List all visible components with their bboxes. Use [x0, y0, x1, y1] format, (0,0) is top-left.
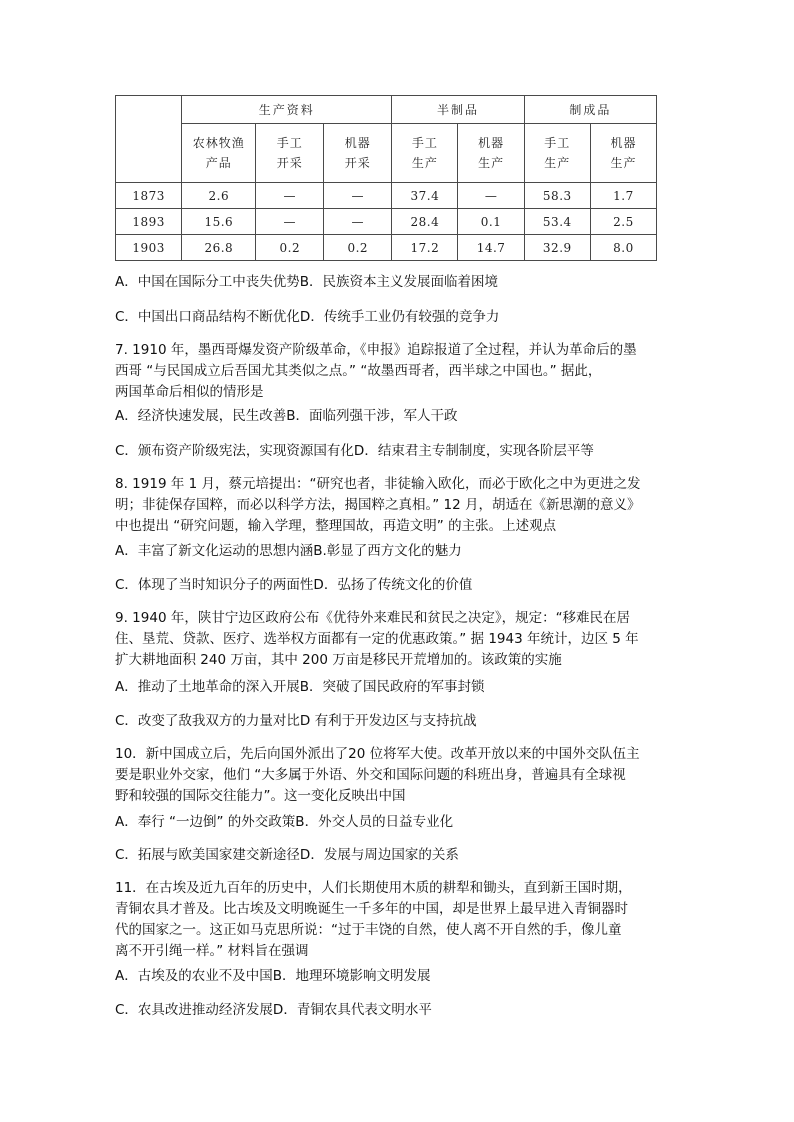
subheader-line: 机器	[610, 136, 637, 150]
table-subheader	[182, 124, 256, 183]
q7-stem	[115, 340, 675, 403]
subheader-line: 生产	[544, 156, 571, 170]
table-row	[116, 209, 657, 235]
stem-line: 9. 1940 年，陕甘宁边区政府公布《优待外来难民和贫民之决定》，规定：“移难民在居	[115, 610, 631, 626]
subheader-line: 手工	[544, 136, 571, 150]
table-cell: —	[458, 183, 524, 209]
table-cell-year: 1903	[116, 235, 182, 261]
table-row	[116, 183, 657, 209]
stem-line: 10．新中国成立后，先后向国外派出了20 位将军大使。改革开放以来的中国外交队伍主	[115, 746, 640, 762]
stem-line: 两国革命后相似的情形是	[115, 384, 264, 400]
table-cell-year: 1873	[116, 183, 182, 209]
stem-line: 住、垦荒、贷款、医疗、选举权方面都有一定的优惠政策。” 据 1943 年统计，边区 5 年	[115, 631, 639, 647]
table-row	[116, 235, 657, 261]
table-subheader	[392, 124, 458, 183]
q10-stem	[115, 744, 675, 807]
stem-line: 7. 1910 年，墨西哥爆发资产阶级革命，《申报》追踪报道了全过程，并认为革命后的墨	[115, 342, 637, 358]
table-subheader	[590, 124, 656, 183]
q8-option-ab: A．丰富了新文化运动的思想内涵B.彰显了西方文化的魅力	[115, 543, 462, 559]
table-cell: 17.2	[392, 235, 458, 261]
q7-option-cd: C．颁布资产阶级宪法，实现资源国有化D．结束君主专制制度，实现各阶层平等	[115, 443, 594, 459]
table-cell: —	[256, 183, 324, 209]
q10-option-cd: C．拓展与欧美国家建交新途径D．发展与周边国家的关系	[115, 847, 459, 863]
table-group-header: 制成品	[524, 96, 656, 124]
table-cell: —	[256, 209, 324, 235]
stem-line: 11．在古埃及近九百年的历史中，人们长期使用木质的耕犁和锄头，直到新王国时期，	[115, 880, 632, 896]
subheader-line: 农林牧渔	[192, 136, 245, 150]
subheader-line: 生产	[411, 156, 438, 170]
table-cell: 26.8	[182, 235, 256, 261]
subheader-line: 产品	[205, 156, 232, 170]
table-cell: 0.2	[256, 235, 324, 261]
stem-line: 野和较强的国际交往能力”。这一变化反映出中国	[115, 788, 406, 804]
subheader-line: 开采	[276, 156, 303, 170]
stem-line: 8. 1919 年 1 月，蔡元培提出：“研究也者，非徒输入欧化，而必于欧化之中为更进之发	[115, 476, 641, 492]
table-cell: 2.6	[182, 183, 256, 209]
table-group-header: 生产资料	[182, 96, 392, 124]
q8-option-cd: C．体现了当时知识分子的两面性D．弘扬了传统文化的价值	[115, 577, 473, 593]
subheader-line: 机器	[478, 136, 505, 150]
subheader-line: 机器	[344, 136, 371, 150]
table-cell: 28.4	[392, 209, 458, 235]
table-cell: 15.6	[182, 209, 256, 235]
table-cell: 1.7	[590, 183, 656, 209]
q6-option-ab: A．中国在国际分工中丧失优势B．民族资本主义发展面临着困境	[115, 274, 498, 290]
table-cell-year: 1893	[116, 209, 182, 235]
q6-option-cd: C．中国出口商品结构不断优化D．传统手工业仍有较强的竞争力	[115, 309, 500, 325]
stem-line: 西哥 “与民国成立后吾国尤其类似之点。” “故墨西哥者，西半球之中国也。” 据此，	[115, 363, 602, 379]
table-cell: 0.2	[324, 235, 392, 261]
table-corner-cell	[116, 96, 182, 183]
stem-line: 离不开引绳一样。” 材料旨在强调	[115, 943, 309, 959]
q11-option-ab: A．古埃及的农业不及中国B．地理环境影响文明发展	[115, 968, 431, 984]
table-cell: 8.0	[590, 235, 656, 261]
q9-option-ab: A．推动了土地革命的深入开展B．突破了国民政府的军事封锁	[115, 679, 485, 695]
stem-line: 代的国家之一。这正如马克思所说：“过于丰饶的自然，使人离不开自然的手，像儿童	[115, 922, 622, 938]
stem-line: 青铜农具才普及。比古埃及文明晚诞生一千多年的中国，却是世界上最早进入青铜器时	[115, 901, 628, 917]
stem-line: 要是职业外交家，他们 “大多属于外语、外交和国际问题的科班出身，普遍具有全球视	[115, 767, 626, 783]
subheader-line: 生产	[610, 156, 637, 170]
q7-option-ab: A．经济快速发展，民生改善B．面临列强干涉，军人干政	[115, 408, 458, 424]
trade-structure-table-container	[115, 95, 657, 260]
subheader-line: 开采	[344, 156, 371, 170]
table-subheader	[256, 124, 324, 183]
table-subheader	[324, 124, 392, 183]
subheader-line: 手工	[411, 136, 438, 150]
table-cell: 0.1	[458, 209, 524, 235]
q8-stem	[115, 474, 675, 537]
stem-line: 明；非徒保存国粹，而必以科学方法，揭国粹之真相。” 12 月，胡适在《新思潮的意义》	[115, 497, 641, 513]
table-cell: —	[324, 183, 392, 209]
q9-option-cd: C．改变了敌我双方的力量对比D 有利于开发边区与支持抗战	[115, 713, 477, 729]
trade-structure-table	[115, 95, 657, 261]
table-cell: 32.9	[524, 235, 590, 261]
table-cell: 58.3	[524, 183, 590, 209]
table-cell: 14.7	[458, 235, 524, 261]
table-cell: 37.4	[392, 183, 458, 209]
q9-stem	[115, 608, 675, 671]
q11-stem	[115, 878, 675, 962]
table-cell: —	[324, 209, 392, 235]
q10-option-ab: A．奉行 “一边倒” 的外交政策B．外交人员的日益专业化	[115, 814, 454, 830]
table-cell: 53.4	[524, 209, 590, 235]
table-cell: 2.5	[590, 209, 656, 235]
stem-line: 扩大耕地面积 240 万亩，其中 200 万亩是移民开荒增加的。该政策的实施	[115, 652, 562, 668]
subheader-line: 生产	[478, 156, 505, 170]
table-group-header: 半制品	[392, 96, 524, 124]
table-subheader	[524, 124, 590, 183]
q11-option-cd: C．农具改进推动经济发展D．青铜农具代表文明水平	[115, 1002, 432, 1018]
subheader-line: 手工	[276, 136, 303, 150]
stem-line: 中也提出 “研究问题，输入学理，整理国故，再造文明” 的主张。上述观点	[115, 518, 557, 534]
table-subheader	[458, 124, 524, 183]
table-subheader-row	[116, 124, 657, 183]
table-group-header-row	[116, 96, 657, 124]
